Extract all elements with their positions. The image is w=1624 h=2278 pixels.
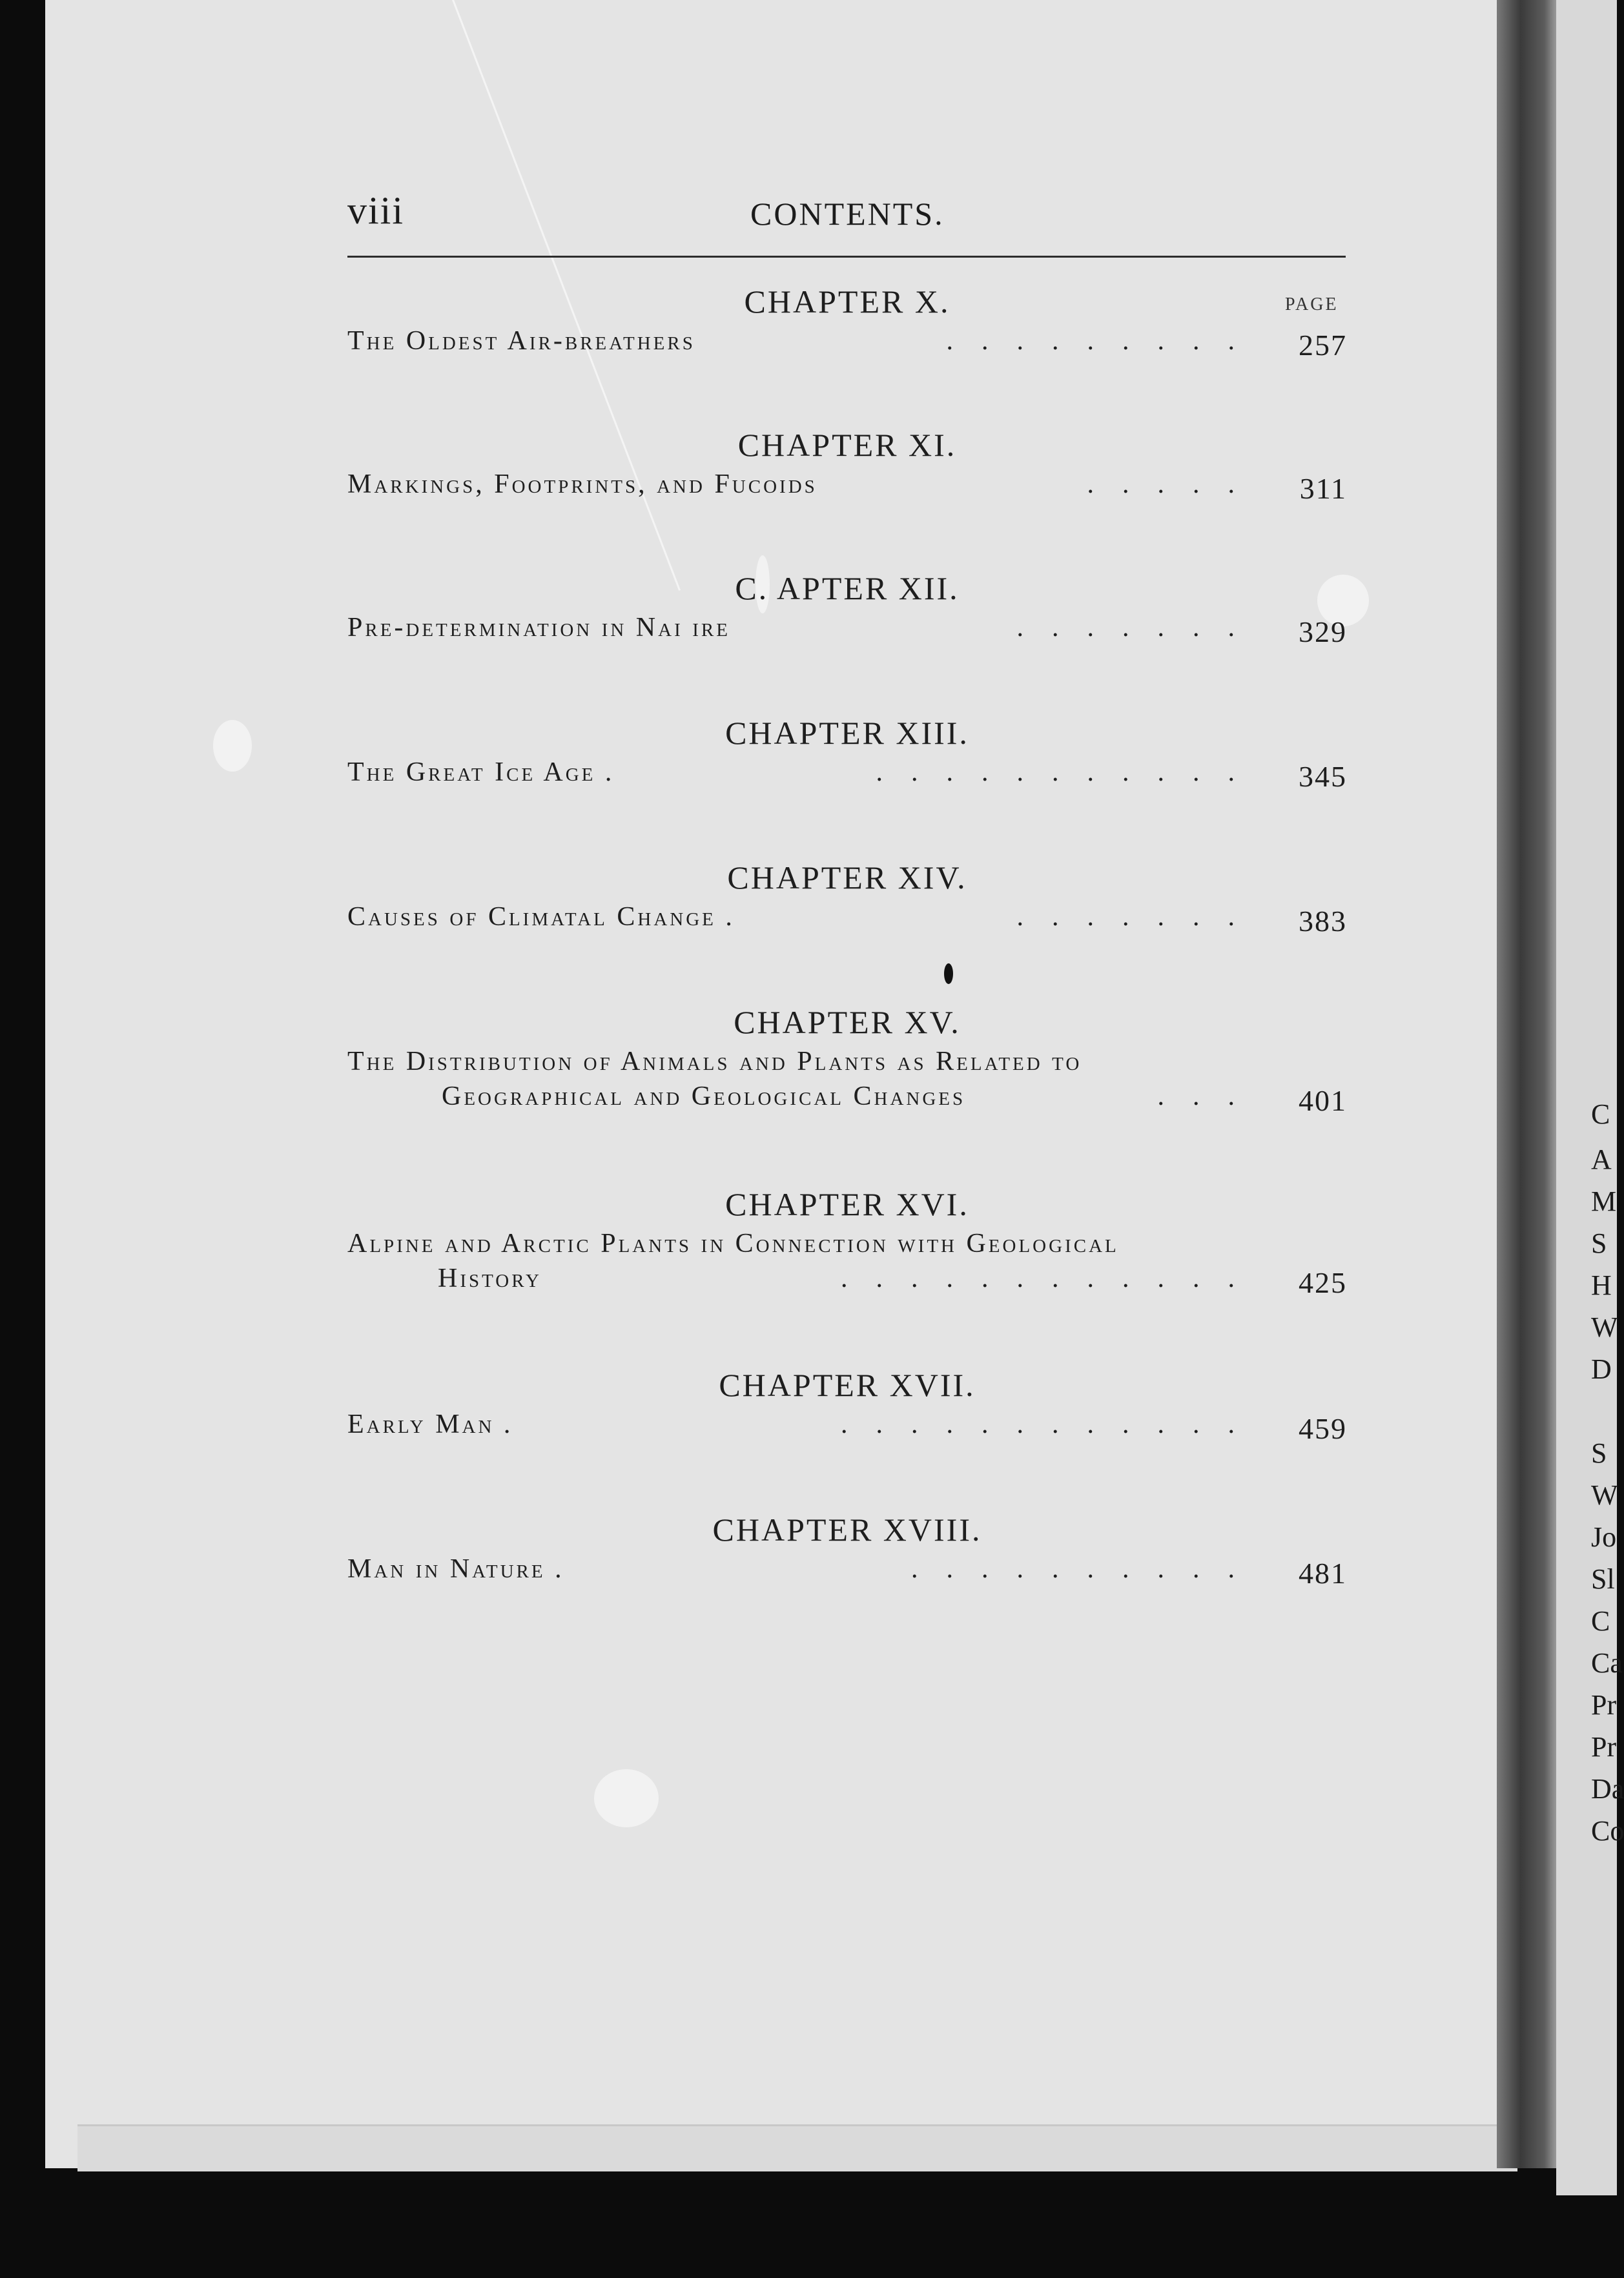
chapter-title-continued: History — [438, 1264, 542, 1293]
page-number: 257 — [1299, 329, 1347, 362]
chapter-title: Man in Nature . — [347, 1554, 564, 1584]
leader-dots: .......... — [911, 1554, 1263, 1584]
chapter-title: The Great Ice Age . — [347, 757, 615, 787]
page-number: 425 — [1299, 1266, 1347, 1299]
chapter-title: Early Man . — [347, 1410, 513, 1439]
chapter-heading: C. APTER XII. — [735, 570, 960, 606]
toc-chapter — [347, 1003, 1347, 1133]
chapter-title: The Distribution of Animals and Plants as Related to — [347, 1047, 1082, 1076]
scan-blemish — [213, 720, 252, 772]
facing-page-fragment: Pr — [1591, 1689, 1617, 1721]
toc-chapter — [347, 714, 1347, 811]
book-gutter — [1497, 0, 1556, 2168]
leader-dots: ........... — [876, 757, 1263, 787]
page-number: 459 — [1299, 1412, 1347, 1445]
chapter-title: Markings, Footprints, and Fucoids — [347, 469, 817, 499]
facing-page-fragment: Pr — [1591, 1731, 1617, 1763]
chapter-heading: CHAPTER XV. — [734, 1004, 961, 1040]
scan-blemish — [594, 1769, 659, 1827]
leader-dots: ..... — [1087, 469, 1263, 499]
facing-page-fragment: C — [1591, 1098, 1610, 1130]
facing-page-fragment: W — [1591, 1479, 1618, 1511]
chapter-heading: CHAPTER XVIII. — [712, 1512, 982, 1548]
chapter-title: Alpine and Arctic Plants in Connection with Geological — [347, 1229, 1119, 1258]
facing-page-fragment: H — [1591, 1269, 1612, 1301]
toc-chapter — [347, 859, 1347, 956]
page-number: 311 — [1299, 472, 1347, 505]
page-number: 345 — [1299, 760, 1347, 793]
chapter-title: Causes of Climatal Change . — [347, 902, 735, 932]
chapter-heading: CHAPTER XIII. — [725, 715, 969, 751]
page-number: 481 — [1299, 1557, 1347, 1590]
facing-page-fragment: Sl — [1591, 1563, 1615, 1595]
chapter-heading: CHAPTER XIV. — [727, 859, 967, 896]
facing-page-fragment: Ca — [1591, 1647, 1623, 1679]
leader-dots: ............ — [841, 1264, 1263, 1293]
page-edge — [77, 2124, 1517, 2171]
facing-page — [1556, 0, 1624, 2195]
leader-dots: ... — [1157, 1082, 1263, 1111]
leader-dots: ......... — [946, 326, 1263, 356]
page-folio: viii — [347, 189, 405, 232]
chapter-title: Pre-determination in Naı ıre — [347, 613, 730, 642]
chapter-heading: CHAPTER XVI. — [725, 1186, 969, 1222]
toc-chapter — [347, 426, 1347, 523]
facing-page-fragment: C — [1591, 1605, 1610, 1637]
facing-page-fragment: A — [1591, 1144, 1612, 1175]
page-title: CONTENTS. — [750, 196, 945, 232]
facing-page-fragment: M — [1591, 1185, 1617, 1217]
page-number: 329 — [1299, 615, 1347, 648]
page-number: 383 — [1299, 905, 1347, 938]
chapter-title: The Oldest Air-breathers — [347, 326, 695, 356]
toc-chapter — [347, 1366, 1347, 1463]
facing-page-fragment: S — [1591, 1437, 1607, 1469]
toc-chapter — [347, 283, 1347, 380]
facing-page-fragment: Da — [1591, 1773, 1624, 1805]
leader-dots: ....... — [1016, 902, 1263, 932]
facing-page-fragment: D — [1591, 1353, 1612, 1385]
facing-page-fragment: W — [1591, 1311, 1618, 1343]
page-number: 401 — [1299, 1084, 1347, 1117]
facing-page-fragment: Co — [1591, 1815, 1624, 1847]
leader-dots: ....... — [1016, 613, 1263, 642]
facing-page-fragment: S — [1591, 1227, 1607, 1259]
leader-dots: ............ — [841, 1410, 1263, 1439]
header-rule — [347, 256, 1346, 258]
facing-page-fragment: Jo — [1591, 1521, 1617, 1553]
chapter-title-continued: Geographical and Geological Changes — [442, 1082, 966, 1111]
chapter-heading: CHAPTER X. — [744, 283, 951, 320]
toc-chapter — [347, 1185, 1347, 1315]
ink-speck — [944, 963, 953, 984]
chapter-heading: CHAPTER XVII. — [719, 1367, 976, 1403]
chapter-heading: CHAPTER XI. — [737, 427, 957, 463]
toc-chapter — [347, 1511, 1347, 1608]
toc-chapter — [347, 570, 1347, 666]
page-column-label: PAGE — [1285, 294, 1339, 314]
